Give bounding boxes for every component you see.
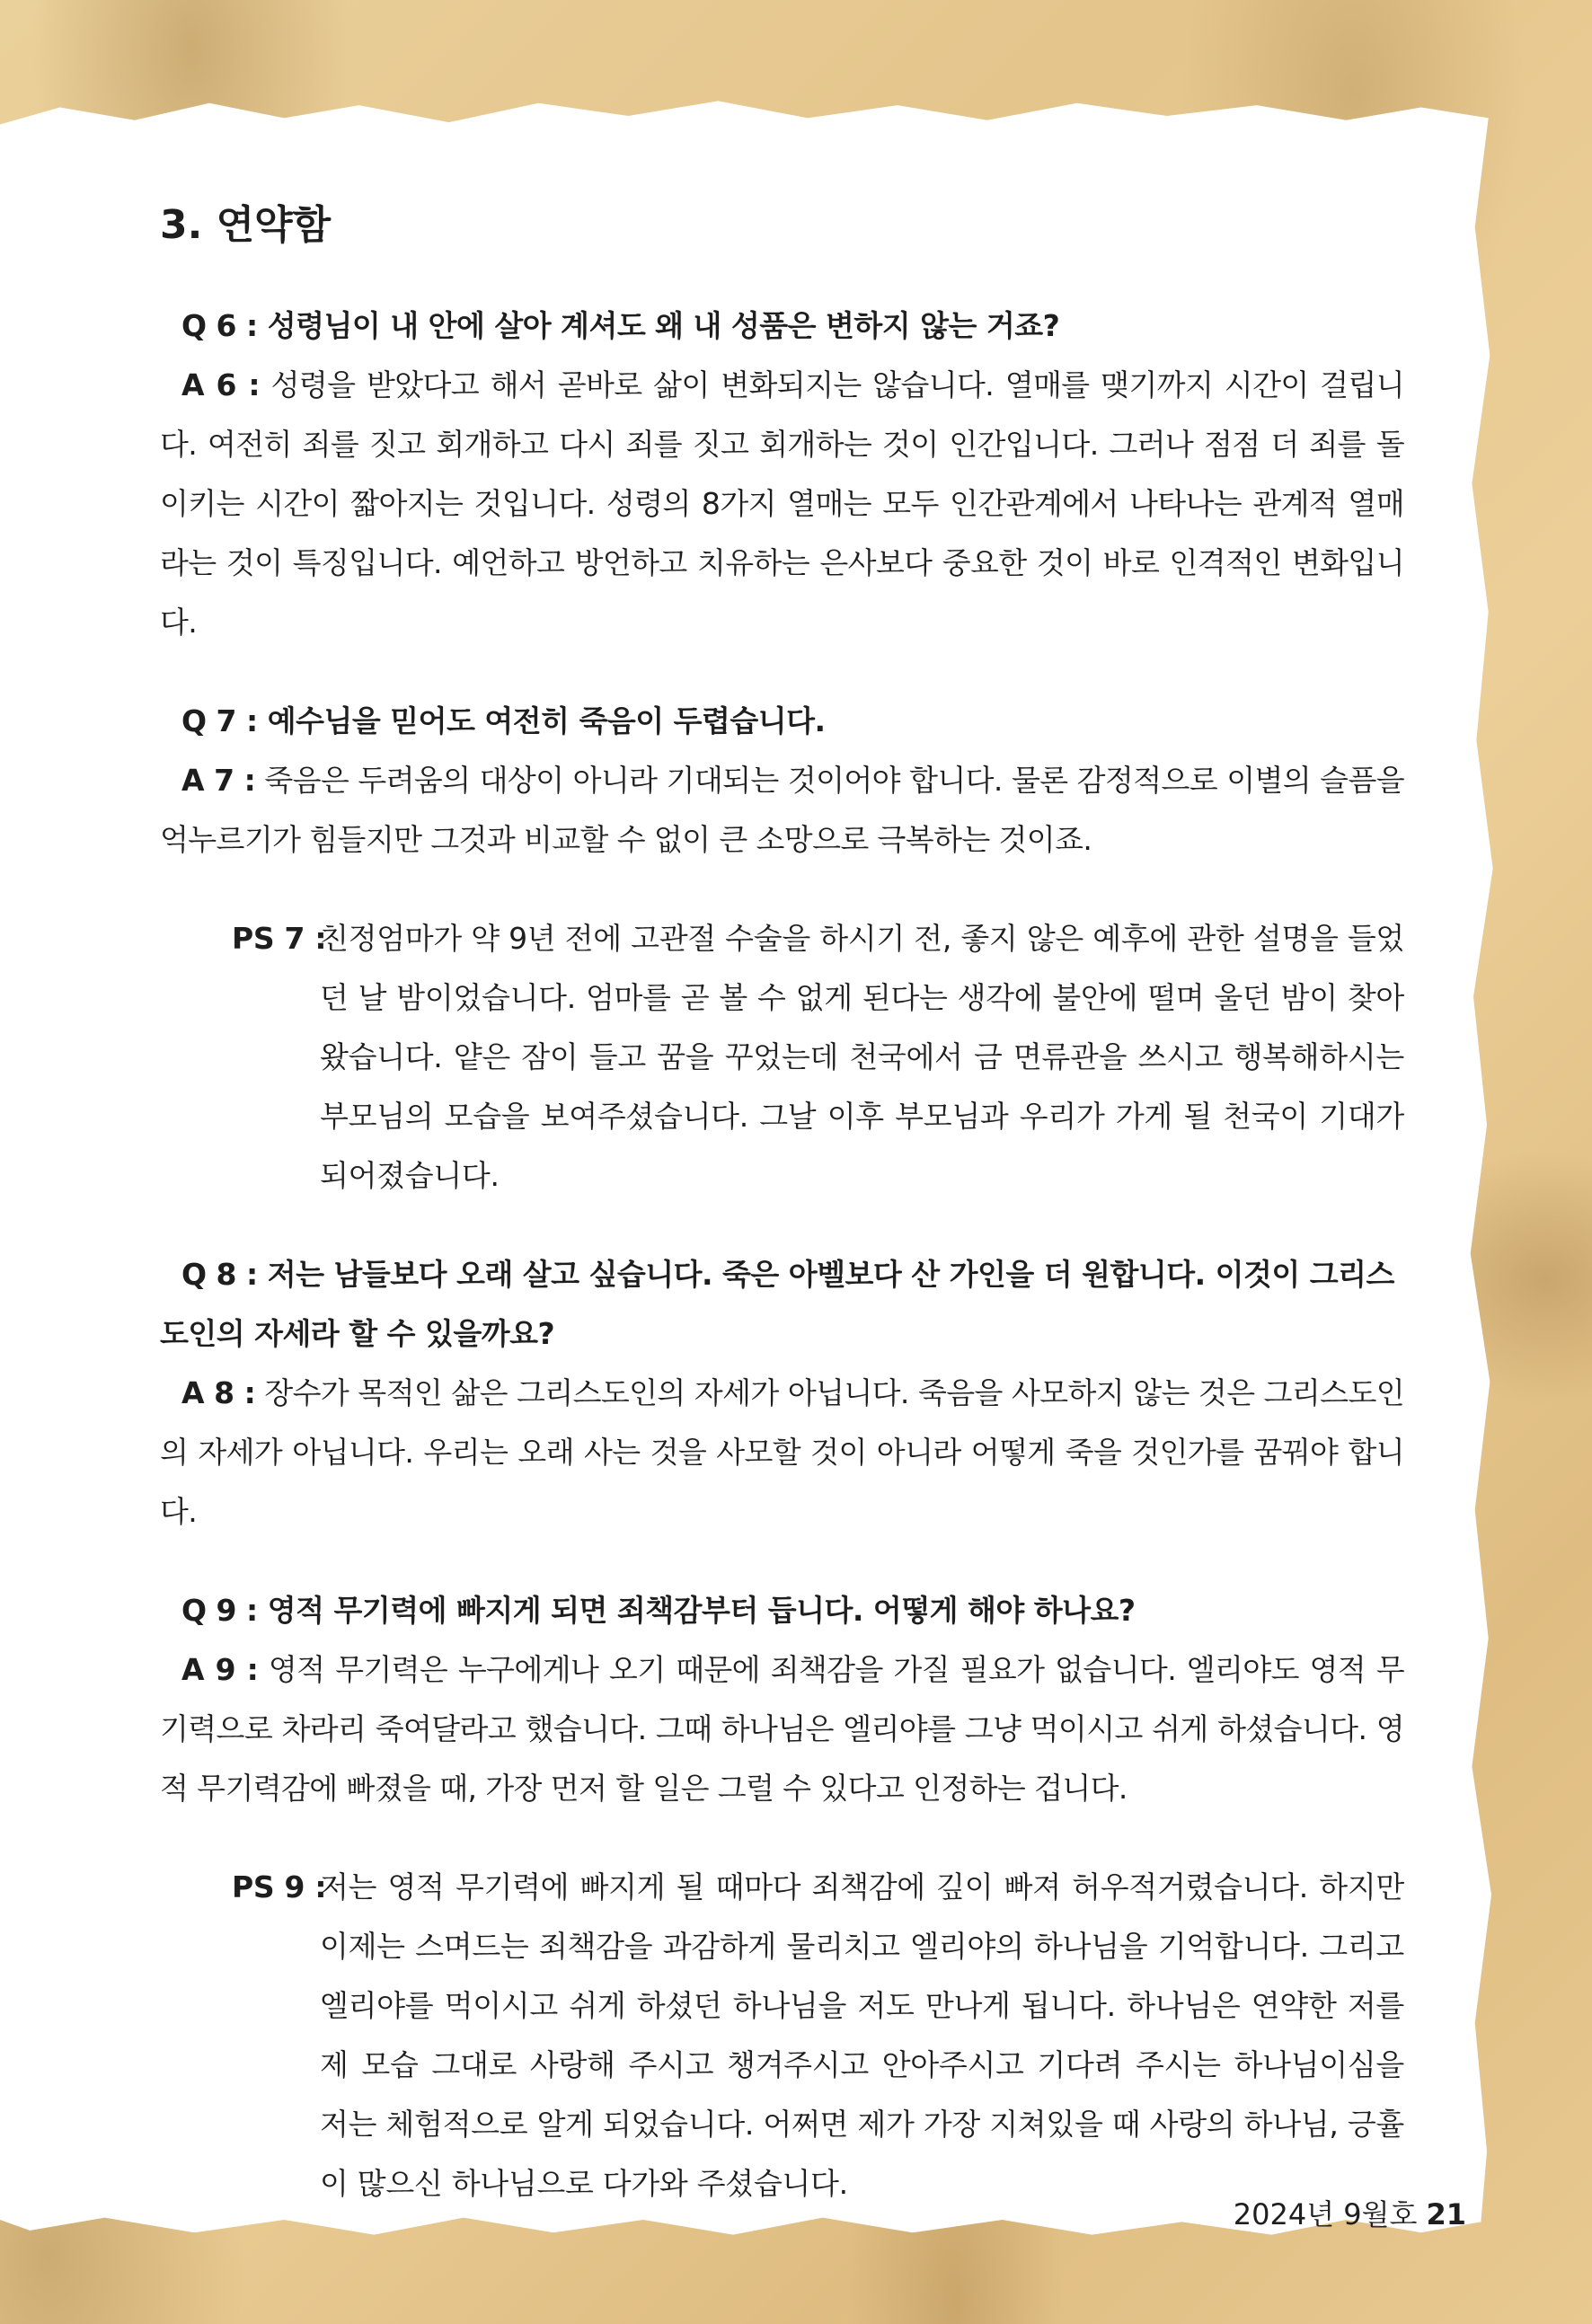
- qa-block-9: [160, 1581, 1404, 1818]
- ps-text: 친정엄마가 약 9년 전에 고관절 수술을 하시기 전, 좋지 않은 예후에 관한 설명을 들었던 날 밤이었습니다. 엄마를 곧 볼 수 없게 된다는 생각에 불안에 떨며 울던 밤이 찾아왔습니다. 얕은 잠이 들고 꿈을 꾸었는데 천국에서 금 면류관을 쓰시고 행복해하시는 부모님의 모습을 보여주셨습니다. 그날 이후 부모님과 우리가 가게 될 천국이 기대가 되어졌습니다.: [320, 920, 1404, 1193]
- qa-block-7: [160, 692, 1404, 870]
- ps-7: [160, 909, 1404, 1206]
- question-7: [160, 692, 1404, 751]
- qa-block-8: [160, 1245, 1404, 1542]
- page-number: 21: [1426, 2197, 1466, 2231]
- answer-9: [160, 1640, 1404, 1818]
- ps-label: PS 7 :: [232, 920, 327, 956]
- question-8: [160, 1245, 1404, 1364]
- section-title: 3. 연약함: [160, 202, 332, 248]
- question-text: 성령님이 내 안에 살아 계셔도 왜 내 성품은 변하지 않는 거죠?: [267, 307, 1060, 343]
- answer-label: A 8 :: [181, 1374, 256, 1410]
- question-text: 영적 무기력에 빠지게 되면 죄책감부터 듭니다. 어떻게 해야 하나요?: [267, 1592, 1136, 1628]
- answer-text: 영적 무기력은 누구에게나 오기 때문에 죄책감을 가질 필요가 없습니다. 엘리야도 영적 무기력으로 차라리 죽여달라고 했습니다. 그때 하나님은 엘리야를 그냥 먹이시고 쉬게 하셨습니다. 영적 무기력감에 빠졌을 때, 가장 먼저 할 일은 그럴 수 있다고 인정하는 겁니다.: [160, 1651, 1405, 1806]
- article-content: [160, 202, 1404, 2253]
- question-6: [160, 296, 1404, 356]
- answer-label: A 6 :: [181, 367, 261, 402]
- question-text: 예수님을 믿어도 여전히 죽음이 두렵습니다.: [267, 703, 826, 738]
- answer-label: A 7 :: [181, 762, 256, 798]
- page-footer: [1234, 2192, 1466, 2233]
- ps-text: 저는 영적 무기력에 빠지게 될 때마다 죄책감에 깊이 빠져 허우적거렸습니다. 하지만 이제는 스며드는 죄책감을 과감하게 물리치고 엘리야의 하나님을 기억합니다. 그리고 엘리야를 먹이시고 쉬게 하셨던 하나님을 저도 만나게 됩니다. 하나님은 연약한 저를 제 모습 그대로 사랑해 주시고 챙겨주시고 안아주시고 기다려 주시는 하나님이심을 저는 체험적으로 알게 되었습니다. 어쩌면 제가 가장 지쳐있을 때 사랑의 하나님, 긍휼이 많으신 하나님으로 다가와 주셨습니다.: [320, 1869, 1404, 2201]
- answer-text: 죽음은 두려움의 대상이 아니라 기대되는 것이어야 합니다. 물론 감정적으로 이별의 슬픔을 억누르기가 힘들지만 그것과 비교할 수 없이 큰 소망으로 극복하는 것이죠.: [160, 762, 1405, 857]
- question-label: Q 9 :: [181, 1592, 258, 1628]
- issue-label: 2024년 9월호: [1233, 2197, 1418, 2231]
- question-text: 저는 남들보다 오래 살고 싶습니다. 죽은 아벨보다 산 가인을 더 원합니다. 이것이 그리스도인의 자세라 할 수 있을까요?: [160, 1256, 1394, 1351]
- question-9: [160, 1581, 1404, 1640]
- ps-label: PS 9 :: [232, 1869, 327, 1904]
- question-label: Q 6 :: [181, 307, 258, 343]
- answer-8: [160, 1364, 1404, 1542]
- question-label: Q 8 :: [181, 1256, 258, 1292]
- answer-6: [160, 356, 1404, 652]
- answer-label: A 9 :: [181, 1651, 259, 1687]
- ps-9: [160, 1858, 1404, 2214]
- answer-text: 성령을 받았다고 해서 곧바로 삶이 변화되지는 않습니다. 열매를 맺기까지 시간이 걸립니다. 여전히 죄를 짓고 회개하고 다시 죄를 짓고 회개하는 것이 인간입니다. 그러나 점점 더 죄를 돌이키는 시간이 짧아지는 것입니다. 성령의 8가지 열매는 모두 인간관계에서 나타나는 관계적 열매라는 것이 특징입니다. 예언하고 방언하고 치유하는 은사보다 중요한 것이 바로 인격적인 변화입니다.: [160, 367, 1405, 640]
- question-label: Q 7 :: [181, 703, 258, 738]
- answer-text: 장수가 목적인 삶은 그리스도인의 자세가 아닙니다. 죽음을 사모하지 않는 것은 그리스도인의 자세가 아닙니다. 우리는 오래 사는 것을 사모할 것이 아니라 어떻게 죽을 것인가를 꿈꿔야 합니다.: [160, 1374, 1405, 1529]
- answer-7: [160, 751, 1404, 870]
- qa-block-6: [160, 296, 1404, 652]
